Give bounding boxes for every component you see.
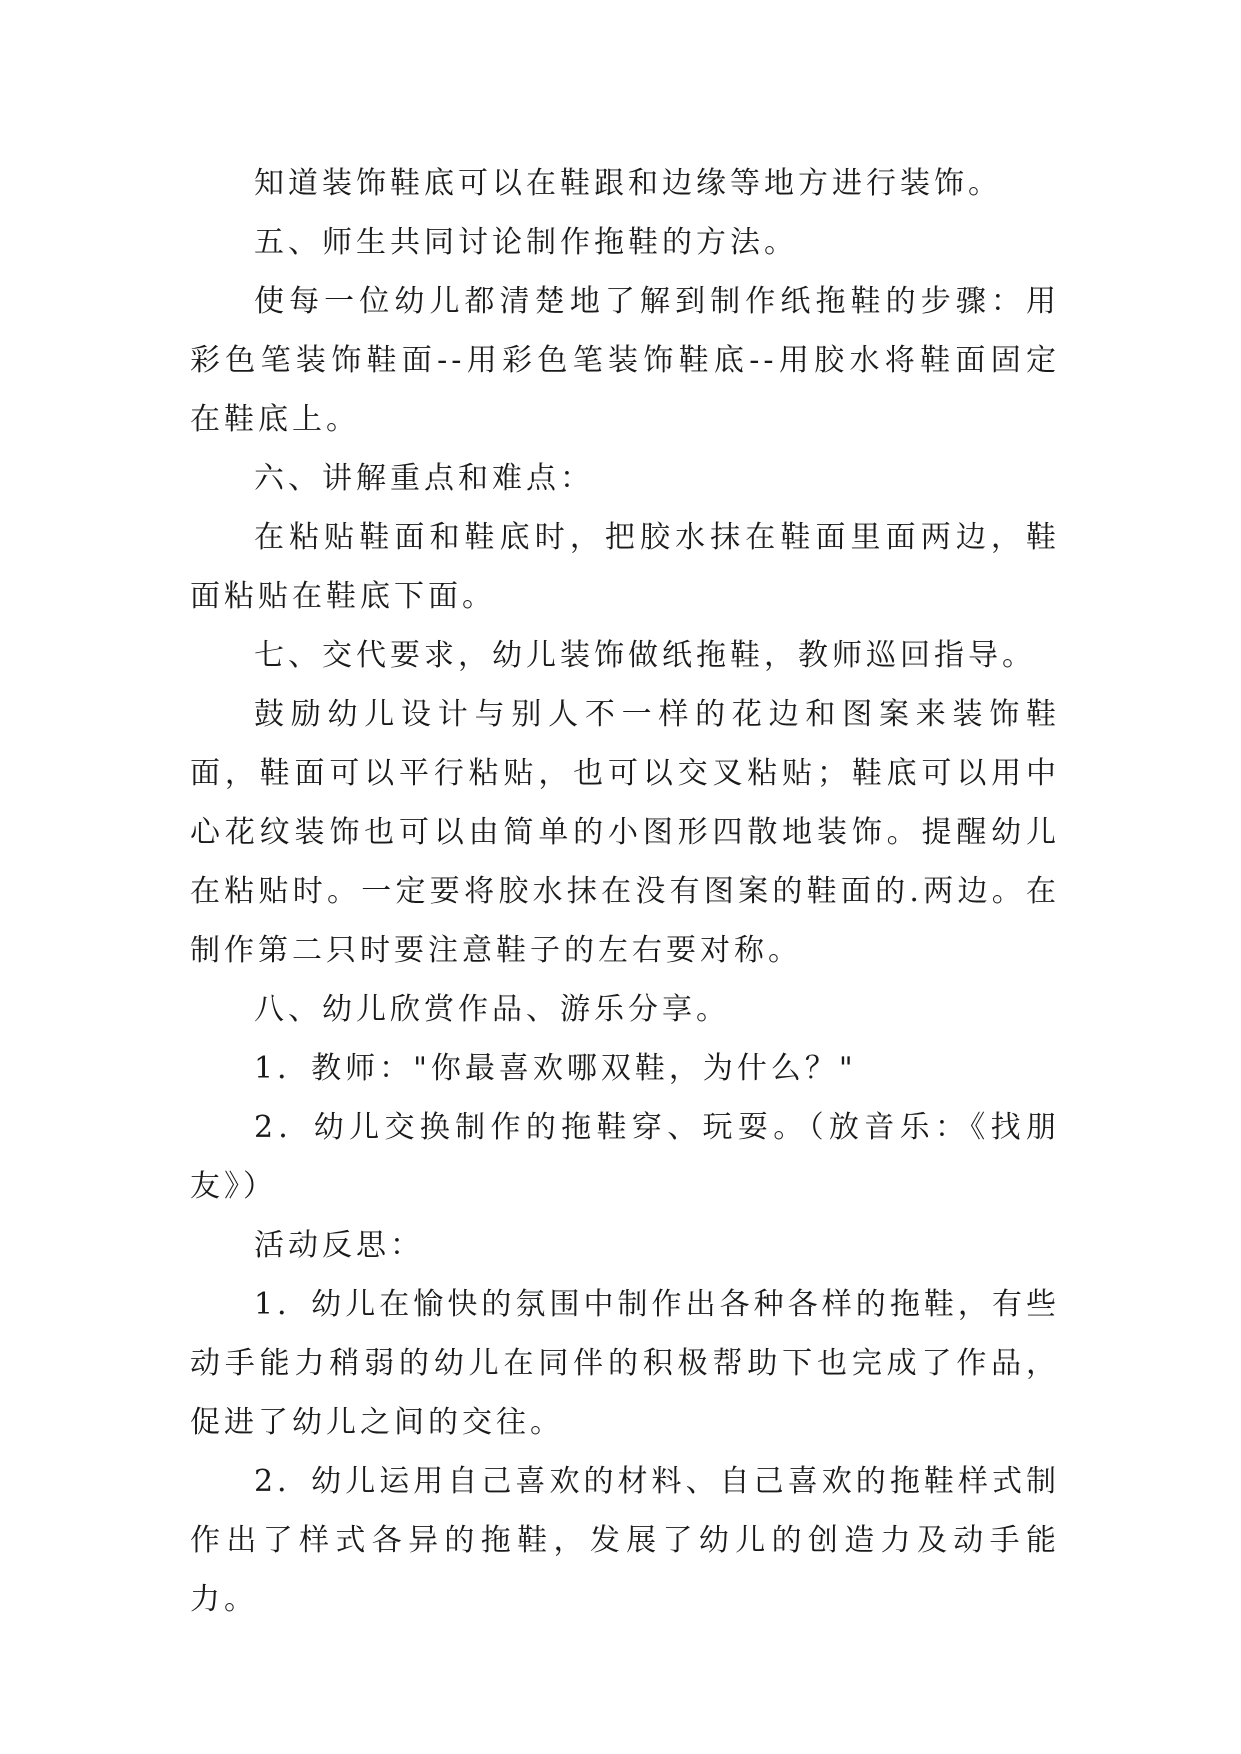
paragraph-12: 1．幼儿在愉快的氛围中制作出各种各样的拖鞋，有些动手能力稍弱的幼儿在同伴的积极帮助下也完成了作品，促进了幼儿之间的交往。	[190, 1287, 1060, 1440]
paragraph-8: 八、幼儿欣赏作品、游乐分享。	[254, 992, 730, 1027]
paragraph-7: 鼓励幼儿设计与别人不一样的花边和图案来装饰鞋面，鞋面可以平行粘贴，也可以交叉粘贴；鞋底可以用中心花纹装饰也可以由简单的小图形四散地装饰。提醒幼儿在粘贴时。一定要将胶水抹在没有图案的鞋面的.两边。在制作第二只时要注意鞋子的左右要对称。	[190, 697, 1060, 968]
paragraph-4: 六、讲解重点和难点：	[254, 461, 594, 496]
paragraph-2: 五、师生共同讨论制作拖鞋的方法。	[254, 225, 798, 260]
paragraph-1: 知道装饰鞋底可以在鞋跟和边缘等地方进行装饰。	[254, 166, 1002, 201]
paragraph-13: 2．幼儿运用自己喜欢的材料、自己喜欢的拖鞋样式制作出了样式各异的拖鞋，发展了幼儿的创造力及动手能力。	[190, 1464, 1060, 1617]
paragraph-9: 1．教师："你最喜欢哪双鞋，为什么？"	[254, 1051, 857, 1086]
document-page	[190, 154, 1060, 1629]
paragraph-6: 七、交代要求，幼儿装饰做纸拖鞋，教师巡回指导。	[254, 638, 1036, 673]
paragraph-3: 使每一位幼儿都清楚地了解到制作纸拖鞋的步骤：用彩色笔装饰鞋面--用彩色笔装饰鞋底--用胶水将鞋面固定在鞋底上。	[190, 284, 1060, 437]
paragraph-11: 活动反思：	[254, 1228, 424, 1263]
paragraph-10: 2．幼儿交换制作的拖鞋穿、玩耍。（放音乐：《找朋友》）	[190, 1110, 1060, 1204]
paragraph-5: 在粘贴鞋面和鞋底时，把胶水抹在鞋面里面两边，鞋面粘贴在鞋底下面。	[190, 520, 1060, 614]
